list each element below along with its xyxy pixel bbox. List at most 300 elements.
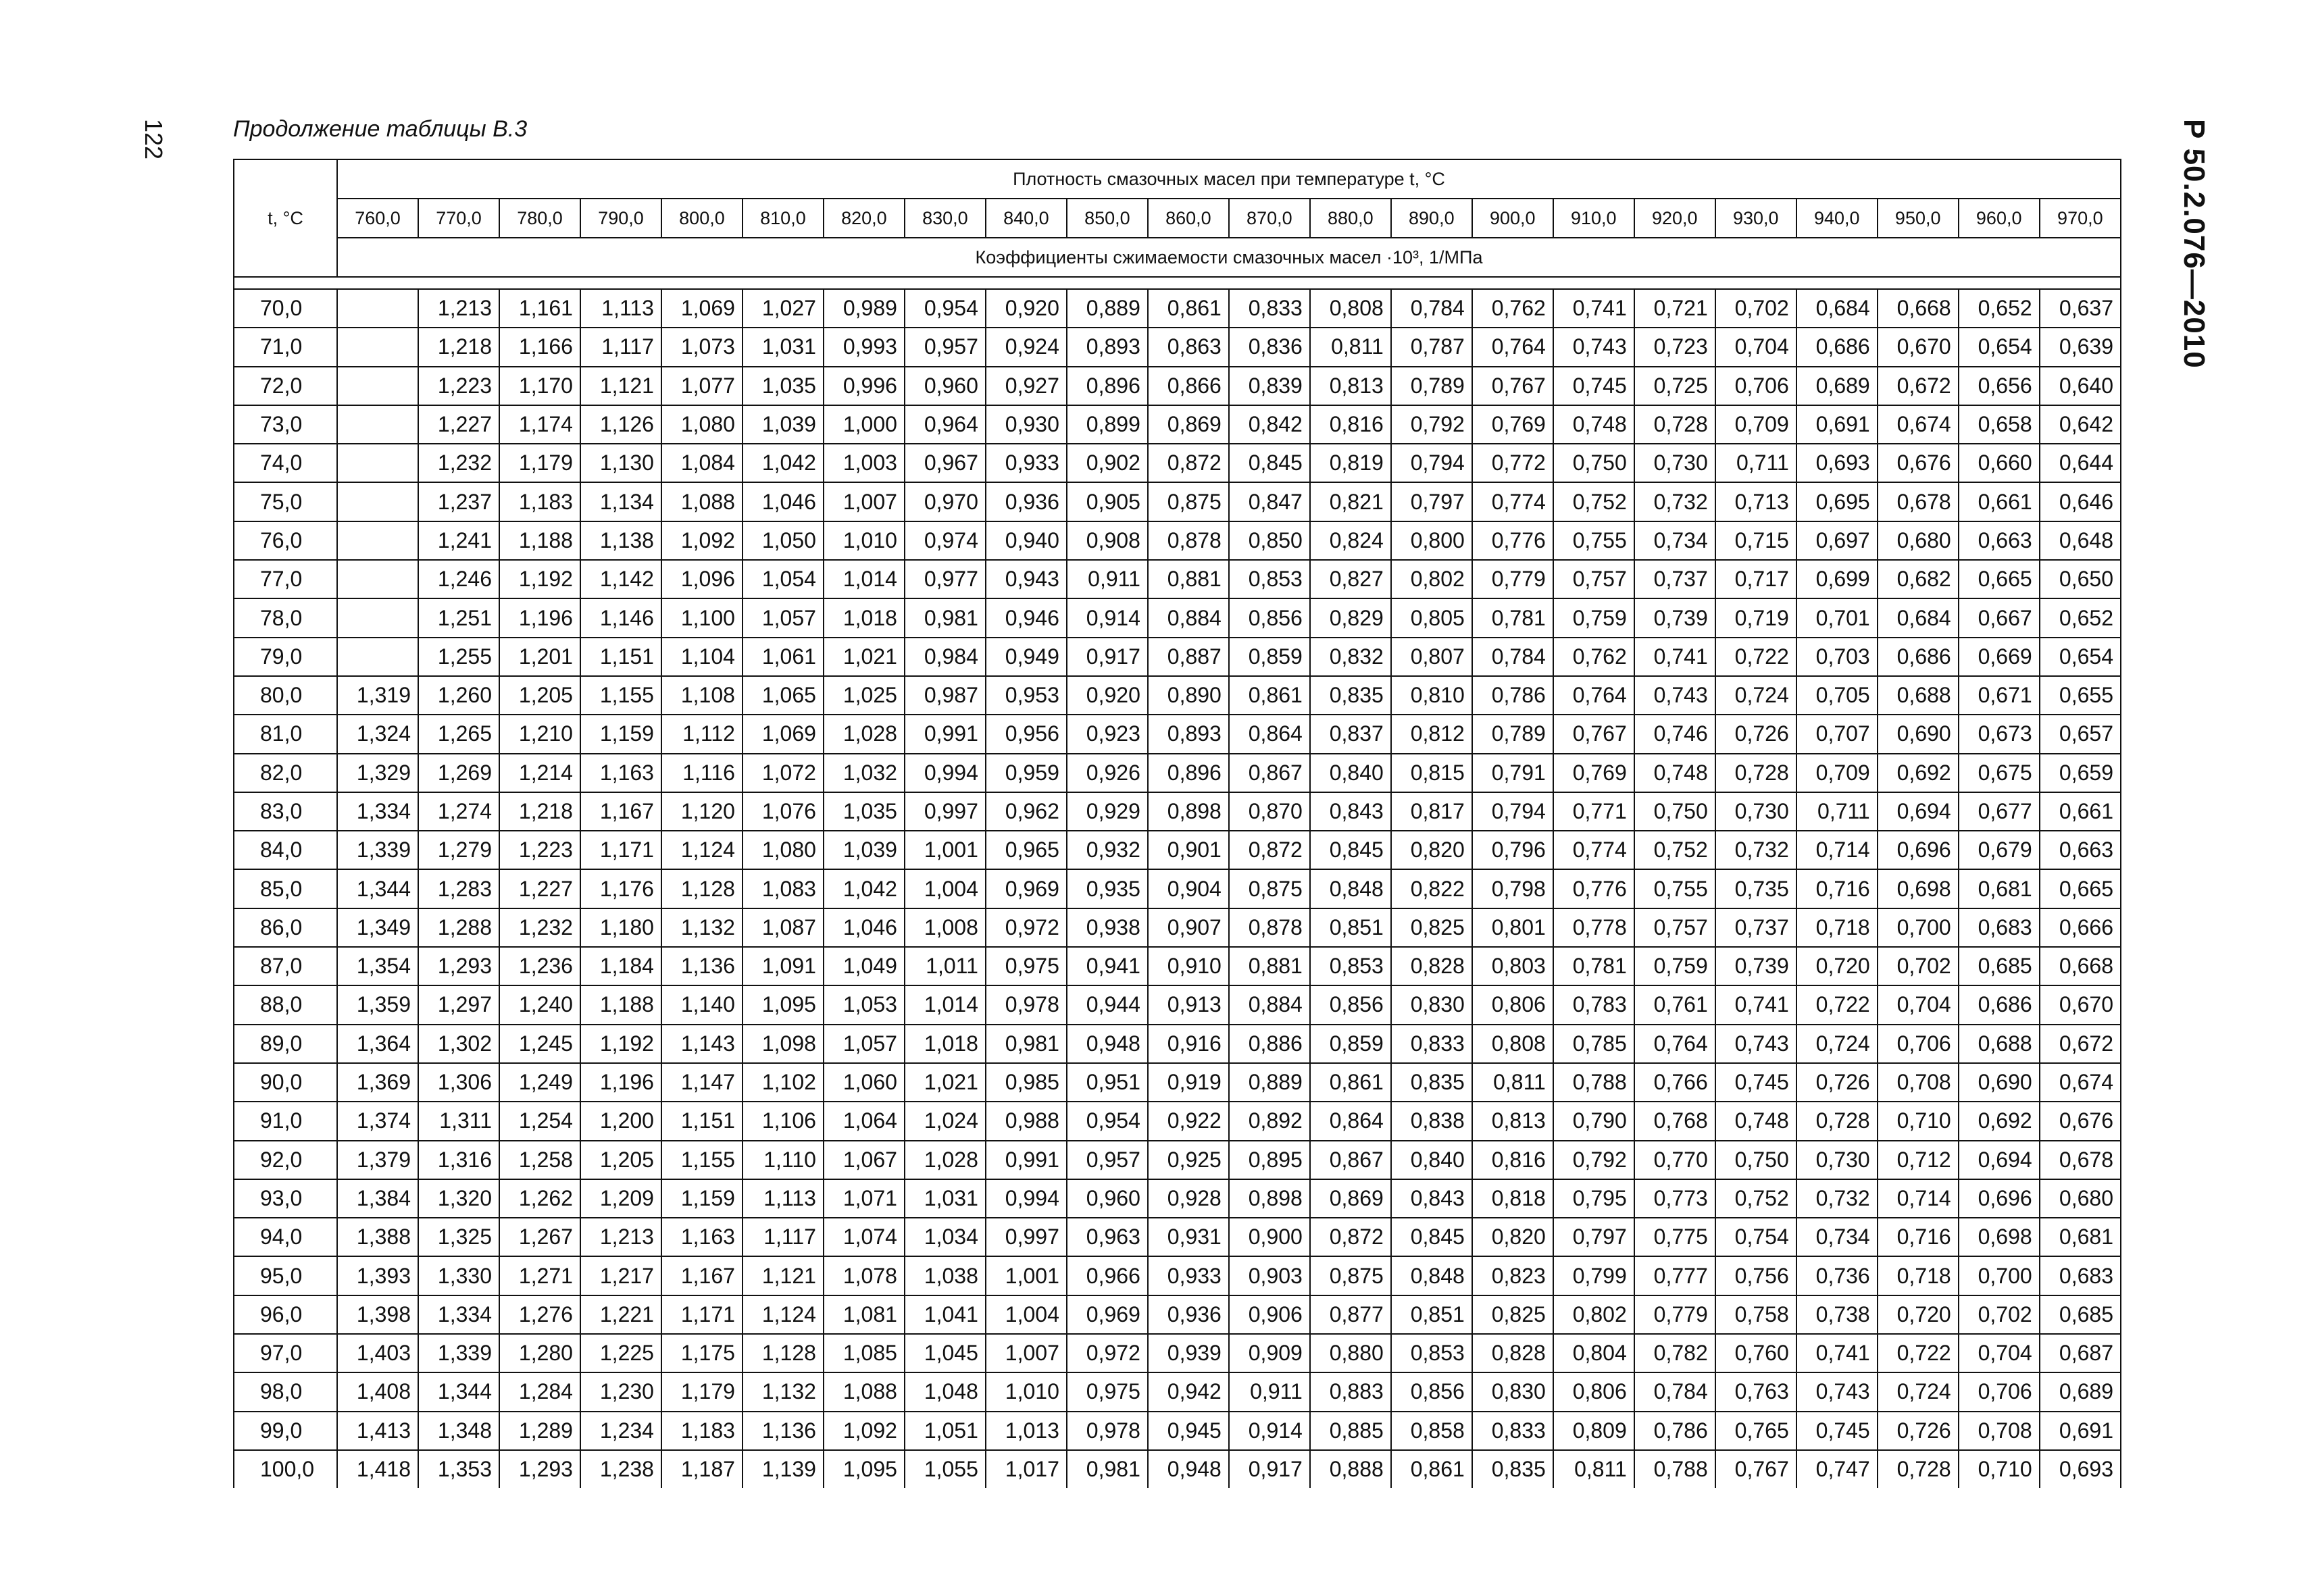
- coefficient-cell: 1,035: [743, 367, 824, 405]
- coefficient-cell: 0,759: [1553, 598, 1634, 637]
- coefficient-cell: 1,408: [337, 1372, 418, 1411]
- temperature-cell: 73,0: [234, 405, 337, 444]
- coefficient-cell: 0,869: [1148, 405, 1229, 444]
- temperature-cell: 76,0: [234, 521, 337, 560]
- coefficient-cell: 1,046: [824, 908, 905, 947]
- coefficient-cell: 0,648: [2040, 521, 2121, 560]
- coefficient-cell: 1,074: [824, 1218, 905, 1256]
- coefficient-cell: 0,970: [905, 482, 986, 521]
- coefficient-cell: 0,714: [1878, 1179, 1959, 1218]
- coefficient-cell: 1,302: [418, 1025, 499, 1063]
- coefficient-cell: 1,139: [743, 1450, 824, 1488]
- coefficient-cell: 0,861: [1391, 1450, 1472, 1488]
- coefficient-cell: 0,888: [1310, 1450, 1391, 1488]
- coefficient-cell: 0,789: [1391, 367, 1472, 405]
- coefficient-cell: 0,671: [1959, 676, 2040, 715]
- density-value: 970,0: [2040, 199, 2121, 238]
- coefficient-cell: 0,910: [1148, 947, 1229, 985]
- coefficient-cell: 0,856: [1310, 985, 1391, 1024]
- coefficient-cell: 1,003: [824, 444, 905, 482]
- coefficient-cell: 1,088: [824, 1372, 905, 1411]
- coefficient-cell: 0,812: [1391, 715, 1472, 753]
- coefficient-cell: 1,014: [905, 985, 986, 1024]
- coefficient-cell: 0,639: [2040, 328, 2121, 366]
- coefficient-cell: 0,801: [1472, 908, 1553, 947]
- coefficient-cell: 1,237: [418, 482, 499, 521]
- coefficient-cell: 0,987: [905, 676, 986, 715]
- coefficient-cell: 0,637: [2040, 289, 2121, 328]
- coefficient-cell: 0,699: [1796, 560, 1878, 598]
- table-row: [234, 1256, 2121, 1295]
- compressibility-table: [233, 159, 2121, 1488]
- coefficient-cell: 1,349: [337, 908, 418, 947]
- coefficient-cell: 0,764: [1472, 328, 1553, 366]
- coefficient-cell: 1,136: [743, 1412, 824, 1450]
- coefficient-cell: 1,130: [580, 444, 661, 482]
- coefficient-cell: 0,978: [1067, 1412, 1148, 1450]
- coefficient-cell: 1,192: [580, 1025, 661, 1063]
- coefficient-cell: 0,911: [1229, 1372, 1310, 1411]
- coefficient-cell: 0,948: [1067, 1025, 1148, 1063]
- coefficient-cell: 1,053: [824, 985, 905, 1024]
- coefficient-cell: 1,143: [661, 1025, 743, 1063]
- coefficient-cell: 0,713: [1715, 482, 1796, 521]
- coefficient-cell: 0,885: [1310, 1412, 1391, 1450]
- temperature-cell: 91,0: [234, 1102, 337, 1140]
- coefficient-cell: 0,710: [1878, 1102, 1959, 1140]
- coefficient-cell: 1,039: [824, 831, 905, 869]
- coefficient-cell: 1,095: [743, 985, 824, 1024]
- coefficient-cell: 0,689: [2040, 1372, 2121, 1411]
- coefficient-cell: 1,147: [661, 1063, 743, 1102]
- coefficient-cell: 1,353: [418, 1450, 499, 1488]
- density-value: 840,0: [986, 199, 1067, 238]
- coefficient-cell: 1,265: [418, 715, 499, 753]
- coefficient-cell: 0,959: [986, 754, 1067, 792]
- coefficient-cell: 0,784: [1472, 638, 1553, 676]
- coefficient-cell: 0,821: [1310, 482, 1391, 521]
- coefficient-cell: 1,187: [661, 1450, 743, 1488]
- density-value: 860,0: [1148, 199, 1229, 238]
- coefficient-cell: 0,816: [1310, 405, 1391, 444]
- coefficient-cell: 0,730: [1796, 1141, 1878, 1179]
- coefficient-cell: 0,797: [1553, 1218, 1634, 1256]
- coefficient-cell: 0,688: [1878, 676, 1959, 715]
- coefficient-cell: 1,161: [499, 289, 580, 328]
- coefficient-cell: 0,840: [1391, 1141, 1472, 1179]
- table-row: [234, 1102, 2121, 1140]
- coefficient-cell: 1,124: [661, 831, 743, 869]
- coefficient-cell: 0,907: [1148, 908, 1229, 947]
- coefficient-cell: 1,008: [905, 908, 986, 947]
- density-values-row: [234, 199, 2121, 238]
- coefficient-header: Коэффициенты сжимаемости смазочных масел ·10³, 1/МПа: [337, 238, 2121, 277]
- coefficient-cell: 0,720: [1878, 1295, 1959, 1334]
- coefficient-cell: 1,289: [499, 1412, 580, 1450]
- table-row: [234, 676, 2121, 715]
- coefficient-cell: 1,155: [580, 676, 661, 715]
- coefficient-cell: 0,737: [1634, 560, 1715, 598]
- coefficient-cell: 0,693: [2040, 1450, 2121, 1488]
- coefficient-cell: [337, 638, 418, 676]
- coefficient-cell: 0,787: [1391, 328, 1472, 366]
- coefficient-cell: 0,682: [1878, 560, 1959, 598]
- coefficient-cell: 1,324: [337, 715, 418, 753]
- coefficient-cell: 0,741: [1715, 985, 1796, 1024]
- coefficient-cell: 0,709: [1796, 754, 1878, 792]
- coefficient-cell: 1,320: [418, 1179, 499, 1218]
- coefficient-cell: 1,176: [580, 869, 661, 908]
- coefficient-cell: 1,258: [499, 1141, 580, 1179]
- coefficient-cell: 1,174: [499, 405, 580, 444]
- coefficient-cell: [337, 405, 418, 444]
- coefficient-cell: 1,001: [905, 831, 986, 869]
- coefficient-cell: 0,777: [1634, 1256, 1715, 1295]
- coefficient-cell: 1,104: [661, 638, 743, 676]
- coefficient-cell: 1,004: [986, 1295, 1067, 1334]
- coefficient-cell: 0,666: [2040, 908, 2121, 947]
- coefficient-cell: 0,769: [1472, 405, 1553, 444]
- coefficient-cell: 0,887: [1148, 638, 1229, 676]
- coefficient-cell: 1,218: [499, 792, 580, 831]
- coefficient-cell: 1,065: [743, 676, 824, 715]
- coefficient-cell: 0,748: [1715, 1102, 1796, 1140]
- temperature-cell: 95,0: [234, 1256, 337, 1295]
- coefficient-cell: 0,684: [1878, 598, 1959, 637]
- coefficient-cell: 0,966: [1067, 1256, 1148, 1295]
- coefficient-cell: 0,750: [1553, 444, 1634, 482]
- coefficient-cell: 1,225: [580, 1334, 661, 1372]
- coefficient-cell: 0,817: [1391, 792, 1472, 831]
- coefficient-cell: 0,654: [1959, 328, 2040, 366]
- coefficient-cell: 1,146: [580, 598, 661, 637]
- table-row: [234, 1063, 2121, 1102]
- coefficient-cell: 0,646: [2040, 482, 2121, 521]
- coefficient-cell: 1,132: [661, 908, 743, 947]
- coefficient-cell: 0,839: [1229, 367, 1310, 405]
- coefficient-cell: 0,863: [1148, 328, 1229, 366]
- coefficient-cell: 0,784: [1634, 1372, 1715, 1411]
- coefficient-cell: 0,734: [1796, 1218, 1878, 1256]
- coefficient-cell: 0,900: [1229, 1218, 1310, 1256]
- coefficient-cell: 1,085: [824, 1334, 905, 1372]
- coefficient-cell: 1,088: [661, 482, 743, 521]
- coefficient-cell: 0,723: [1634, 328, 1715, 366]
- coefficient-cell: 1,034: [905, 1218, 986, 1256]
- coefficient-cell: 1,057: [743, 598, 824, 637]
- coefficient-cell: 0,758: [1715, 1295, 1796, 1334]
- table-row: [234, 1141, 2121, 1179]
- coefficient-cell: 0,822: [1391, 869, 1472, 908]
- coefficient-cell: 0,875: [1310, 1256, 1391, 1295]
- coefficient-cell: 0,965: [986, 831, 1067, 869]
- coefficient-cell: 0,681: [2040, 1218, 2121, 1256]
- coefficient-cell: 1,069: [743, 715, 824, 753]
- coefficient-cell: 1,398: [337, 1295, 418, 1334]
- coefficient-cell: 0,704: [1878, 985, 1959, 1024]
- coefficient-cell: 0,722: [1796, 985, 1878, 1024]
- coefficient-cell: 0,953: [986, 676, 1067, 715]
- coefficient-cell: 0,904: [1148, 869, 1229, 908]
- coefficient-cell: 0,692: [1959, 1102, 2040, 1140]
- coefficient-cell: 0,969: [986, 869, 1067, 908]
- coefficient-cell: 1,279: [418, 831, 499, 869]
- temperature-cell: 72,0: [234, 367, 337, 405]
- coefficient-cell: 0,690: [1959, 1063, 2040, 1102]
- coefficient-cell: 0,942: [1148, 1372, 1229, 1411]
- coefficient-cell: 0,741: [1796, 1334, 1878, 1372]
- coefficient-cell: 1,330: [418, 1256, 499, 1295]
- coefficient-cell: 1,180: [580, 908, 661, 947]
- coefficient-cell: 0,794: [1391, 444, 1472, 482]
- coefficient-cell: 0,743: [1553, 328, 1634, 366]
- coefficient-cell: 1,151: [661, 1102, 743, 1140]
- coefficient-cell: 1,108: [661, 676, 743, 715]
- coefficient-cell: 1,280: [499, 1334, 580, 1372]
- coefficient-cell: 0,726: [1796, 1063, 1878, 1102]
- coefficient-cell: 1,393: [337, 1256, 418, 1295]
- coefficient-cell: 0,754: [1715, 1218, 1796, 1256]
- coefficient-cell: 1,232: [418, 444, 499, 482]
- coefficient-cell: 0,670: [2040, 985, 2121, 1024]
- table-header: [234, 159, 2121, 289]
- coefficient-cell: 1,210: [499, 715, 580, 753]
- coefficient-cell: 0,776: [1553, 869, 1634, 908]
- coefficient-cell: 1,217: [580, 1256, 661, 1295]
- coefficient-cell: 1,163: [661, 1218, 743, 1256]
- coefficient-cell: 0,804: [1553, 1334, 1634, 1372]
- coefficient-cell: 0,906: [1229, 1295, 1310, 1334]
- coefficient-cell: 0,872: [1148, 444, 1229, 482]
- table-row: [234, 947, 2121, 985]
- coefficient-cell: 0,710: [1959, 1450, 2040, 1488]
- coefficient-cell: 0,661: [2040, 792, 2121, 831]
- table-row: [234, 1218, 2121, 1256]
- coefficient-cell: 0,892: [1229, 1102, 1310, 1140]
- coefficient-cell: 0,743: [1796, 1372, 1878, 1411]
- coefficient-cell: 1,078: [824, 1256, 905, 1295]
- coefficient-cell: 1,344: [337, 869, 418, 908]
- coefficient-cell: 0,930: [986, 405, 1067, 444]
- coefficient-cell: 0,670: [1878, 328, 1959, 366]
- coefficient-cell: 0,694: [1959, 1141, 2040, 1179]
- coefficient-cell: 1,121: [743, 1256, 824, 1295]
- coefficient-cell: 1,276: [499, 1295, 580, 1334]
- coefficient-cell: 1,126: [580, 405, 661, 444]
- coefficient-cell: 1,159: [661, 1179, 743, 1218]
- coefficient-cell: 0,700: [1878, 908, 1959, 947]
- coefficient-cell: [337, 598, 418, 637]
- coefficient-cell: 0,675: [1959, 754, 2040, 792]
- coefficient-cell: 0,732: [1634, 482, 1715, 521]
- coefficient-cell: 0,800: [1391, 521, 1472, 560]
- density-value: 850,0: [1067, 199, 1148, 238]
- coefficient-cell: 0,809: [1553, 1412, 1634, 1450]
- coefficient-cell: 0,949: [986, 638, 1067, 676]
- coefficient-cell: 0,909: [1229, 1334, 1310, 1372]
- coefficient-cell: 1,067: [824, 1141, 905, 1179]
- coefficient-cell: 1,213: [580, 1218, 661, 1256]
- coefficient-cell: 1,369: [337, 1063, 418, 1102]
- coefficient-cell: 0,709: [1715, 405, 1796, 444]
- coefficient-cell: 0,734: [1634, 521, 1715, 560]
- coefficient-cell: 0,890: [1148, 676, 1229, 715]
- table-row: [234, 754, 2121, 792]
- coefficient-cell: 0,748: [1634, 754, 1715, 792]
- coefficient-cell: [337, 367, 418, 405]
- coefficient-cell: 0,936: [986, 482, 1067, 521]
- coefficient-cell: 0,736: [1796, 1256, 1878, 1295]
- coefficient-cell: 0,993: [824, 328, 905, 366]
- coefficient-cell: 0,832: [1310, 638, 1391, 676]
- coefficient-cell: 0,716: [1878, 1218, 1959, 1256]
- coefficient-cell: 0,694: [1878, 792, 1959, 831]
- coefficient-cell: 0,957: [1067, 1141, 1148, 1179]
- coefficient-cell: 0,748: [1553, 405, 1634, 444]
- coefficient-cell: 1,240: [499, 985, 580, 1024]
- coefficient-cell: 1,021: [905, 1063, 986, 1102]
- coefficient-cell: 0,730: [1715, 792, 1796, 831]
- coefficient-cell: 0,685: [1959, 947, 2040, 985]
- coefficient-cell: 1,095: [824, 1450, 905, 1488]
- coefficient-cell: 1,096: [661, 560, 743, 598]
- coefficient-cell: 0,768: [1634, 1102, 1715, 1140]
- coefficient-cell: 0,977: [905, 560, 986, 598]
- coefficient-cell: 0,771: [1553, 792, 1634, 831]
- coefficient-cell: 0,931: [1148, 1218, 1229, 1256]
- coefficient-cell: 0,704: [1959, 1334, 2040, 1372]
- coefficient-cell: 0,663: [2040, 831, 2121, 869]
- coefficient-cell: 0,759: [1634, 947, 1715, 985]
- coefficient-cell: 0,883: [1310, 1372, 1391, 1411]
- table-row: [234, 521, 2121, 560]
- temperature-cell: 92,0: [234, 1141, 337, 1179]
- coefficient-cell: 0,668: [1878, 289, 1959, 328]
- coefficient-cell: 1,171: [580, 831, 661, 869]
- coefficient-cell: 1,196: [580, 1063, 661, 1102]
- coefficient-cell: 0,732: [1715, 831, 1796, 869]
- coefficient-cell: 0,778: [1553, 908, 1634, 947]
- coefficient-cell: 0,661: [1959, 482, 2040, 521]
- coefficient-cell: 0,797: [1391, 482, 1472, 521]
- coefficient-cell: 0,811: [1472, 1063, 1553, 1102]
- coefficient-cell: 0,867: [1310, 1141, 1391, 1179]
- coefficient-cell: 1,183: [499, 482, 580, 521]
- density-value: 780,0: [499, 199, 580, 238]
- coefficient-cell: 0,697: [1796, 521, 1878, 560]
- coefficient-cell: 1,192: [499, 560, 580, 598]
- coefficient-cell: 1,113: [743, 1179, 824, 1218]
- coefficient-cell: 0,830: [1391, 985, 1472, 1024]
- coefficient-cell: 0,920: [986, 289, 1067, 328]
- density-value: 880,0: [1310, 199, 1391, 238]
- coefficient-cell: 0,896: [1067, 367, 1148, 405]
- coefficient-cell: 0,803: [1472, 947, 1553, 985]
- coefficient-cell: 0,848: [1391, 1256, 1472, 1295]
- coefficient-cell: 0,792: [1553, 1141, 1634, 1179]
- coefficient-cell: 0,872: [1229, 831, 1310, 869]
- coefficient-cell: 1,106: [743, 1102, 824, 1140]
- coefficient-cell: 0,680: [1878, 521, 1959, 560]
- coefficient-cell: 1,031: [743, 328, 824, 366]
- coefficient-cell: 0,667: [1959, 598, 2040, 637]
- table-row: [234, 792, 2121, 831]
- coefficient-cell: 0,946: [986, 598, 1067, 637]
- coefficient-cell: 0,845: [1391, 1218, 1472, 1256]
- coefficient-cell: 1,260: [418, 676, 499, 715]
- coefficient-cell: 0,878: [1148, 521, 1229, 560]
- coefficient-cell: 1,072: [743, 754, 824, 792]
- coefficient-cell: 1,269: [418, 754, 499, 792]
- coefficient-cell: 0,877: [1310, 1295, 1391, 1334]
- coefficient-cell: 1,071: [824, 1179, 905, 1218]
- coefficient-cell: 0,644: [2040, 444, 2121, 482]
- coefficient-cell: 0,728: [1634, 405, 1715, 444]
- coefficient-cell: 0,757: [1634, 908, 1715, 947]
- temperature-cell: 94,0: [234, 1218, 337, 1256]
- coefficient-cell: 1,001: [986, 1256, 1067, 1295]
- coefficient-cell: 0,917: [1229, 1450, 1310, 1488]
- coefficient-cell: 0,784: [1391, 289, 1472, 328]
- coefficient-cell: 0,884: [1229, 985, 1310, 1024]
- coefficient-cell: 1,142: [580, 560, 661, 598]
- coefficient-cell: 1,413: [337, 1412, 418, 1450]
- coefficient-cell: 1,196: [499, 598, 580, 637]
- coefficient-cell: 1,031: [905, 1179, 986, 1218]
- temperature-cell: 75,0: [234, 482, 337, 521]
- coefficient-cell: 1,254: [499, 1102, 580, 1140]
- page-number: 122: [140, 119, 168, 160]
- coefficient-cell: 1,329: [337, 754, 418, 792]
- coefficient-cell: 0,745: [1553, 367, 1634, 405]
- coefficient-cell: 0,700: [1959, 1256, 2040, 1295]
- coefficient-cell: 0,788: [1634, 1450, 1715, 1488]
- coefficient-cell: 0,739: [1634, 598, 1715, 637]
- coefficient-cell: 0,674: [2040, 1063, 2121, 1102]
- coefficient-cell: 0,911: [1067, 560, 1148, 598]
- coefficient-cell: 0,783: [1553, 985, 1634, 1024]
- coefficient-cell: 0,677: [1959, 792, 2040, 831]
- density-value: 900,0: [1472, 199, 1553, 238]
- coefficient-cell: 0,941: [1067, 947, 1148, 985]
- table-row: [234, 560, 2121, 598]
- coefficient-cell: 0,711: [1715, 444, 1796, 482]
- coefficient-cell: 0,967: [905, 444, 986, 482]
- table-row: [234, 289, 2121, 328]
- coefficient-cell: 1,007: [824, 482, 905, 521]
- coefficient-cell: 0,806: [1472, 985, 1553, 1024]
- coefficient-cell: 1,057: [824, 1025, 905, 1063]
- coefficient-cell: 0,933: [986, 444, 1067, 482]
- coefficient-cell: 0,972: [986, 908, 1067, 947]
- coefficient-cell: 1,166: [499, 328, 580, 366]
- table-row: [234, 1025, 2121, 1063]
- table-row: [234, 405, 2121, 444]
- coefficient-cell: 1,010: [824, 521, 905, 560]
- coefficient-cell: 0,840: [1310, 754, 1391, 792]
- coefficient-cell: 1,051: [905, 1412, 986, 1450]
- coefficient-cell: 0,642: [2040, 405, 2121, 444]
- coefficient-cell: 0,794: [1472, 792, 1553, 831]
- coefficient-cell: 0,743: [1634, 676, 1715, 715]
- coefficient-cell: [337, 482, 418, 521]
- coefficient-cell: 0,932: [1067, 831, 1148, 869]
- coefficient-cell: 0,691: [2040, 1412, 2121, 1450]
- coefficient-cell: 0,652: [1959, 289, 2040, 328]
- coefficient-cell: 0,692: [1878, 754, 1959, 792]
- coefficient-cell: 0,786: [1472, 676, 1553, 715]
- coefficient-cell: 0,833: [1472, 1412, 1553, 1450]
